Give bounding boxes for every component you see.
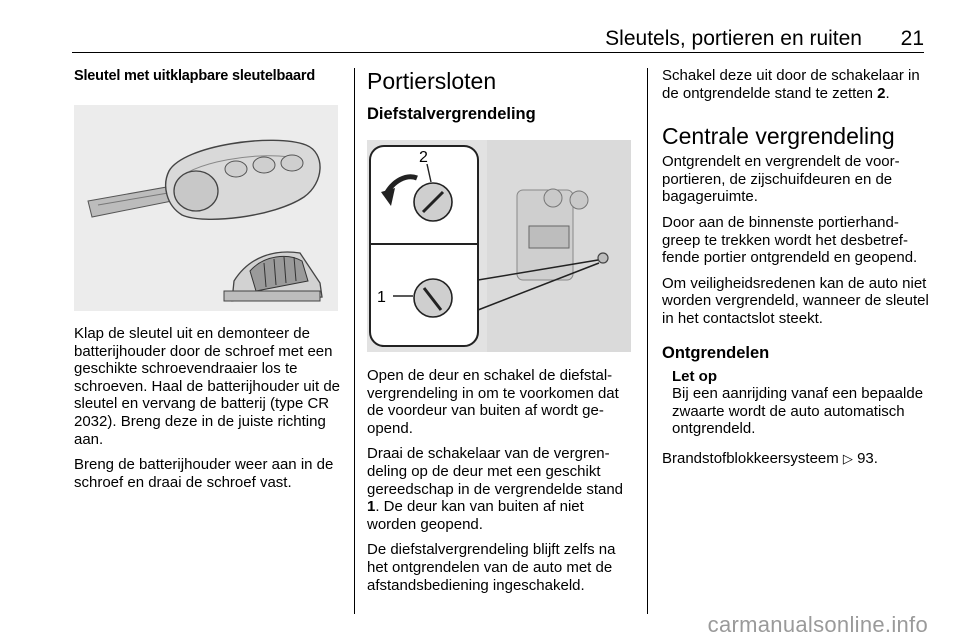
note-block xyxy=(662,368,930,438)
anti-theft-text-3: De diefstalvergrendeling blijft zelfs na het ontgrendelen van de auto met de afstandsbediening ingeschakeld. xyxy=(367,541,616,594)
watermark: carmanualsonline.info xyxy=(707,612,928,637)
section-heading-door-locks: Portiersloten xyxy=(367,68,497,94)
column-3 xyxy=(662,67,930,468)
column-2 xyxy=(367,67,635,594)
page-header xyxy=(72,26,924,53)
page-header-title: Sleutels, portieren en ruiten xyxy=(605,27,862,50)
callout-label-1: 1 xyxy=(377,289,386,306)
central-locking-text-1: Ontgrendelt en vergrendelt de voorportieren, de zijschuifdeuren en de bagageruimte. xyxy=(662,153,900,206)
key-illustration xyxy=(74,105,338,311)
door-lock-drawing xyxy=(367,140,631,352)
callout-label-2: 2 xyxy=(419,149,428,166)
anti-theft-text-1: Open de deur en schakel de diefstalvergrendeling in om te voorkomen dat de voordeur van buiten af wordt geopend. xyxy=(367,367,619,437)
battery-instruction-text: Klap de sleutel uit en demonteer de batterijhouder door de schroef met een geschikte schroevendraaier los te schroeven. Haal de batterijhouder uit de sleutel en vervang de batterij (type CR 2032). Breng deze in de juiste richting aan. xyxy=(74,325,341,448)
subheading-unlocking: Ontgrendelen xyxy=(662,343,770,362)
section-heading-central-locking: Centrale vergrendeling xyxy=(662,123,895,150)
unlock-switch-text: Schakel deze uit door de schakelaar in de ontgrendelde stand te zetten 2. xyxy=(662,67,920,102)
central-locking-text-3: Om veiligheidsredenen kan de auto niet worden vergrendeld, wanneer de sleutel in het contactslot steekt. xyxy=(662,274,929,327)
column-1 xyxy=(74,67,342,491)
position-number-2: 2 xyxy=(877,84,886,102)
folding-key-drawing xyxy=(74,105,338,311)
page-number: 21 xyxy=(900,27,924,50)
column-divider-1 xyxy=(354,68,355,614)
anti-theft-text-2: Draai de schakelaar van de vergrendeling op de deur met een geschikt gereedschap in de vergrendelde stand 1. De deur kan van buiten af niet worden geopend. xyxy=(367,445,624,533)
page-ref-arrow-icon: ▷ xyxy=(842,450,853,466)
battery-refit-text: Breng de batterijhouder weer aan in de schroef en draai de schroef vast. xyxy=(74,456,334,491)
subheading-anti-theft: Diefstalvergrendeling xyxy=(367,105,536,123)
central-locking-text-2: Door aan de binnenste portierhandgreep te trekken wordt het desbetreffende portier ontgrendeld en geopend. xyxy=(662,213,918,267)
column-divider-2 xyxy=(647,68,648,614)
door-lock-illustration xyxy=(367,140,631,352)
position-number-1: 1 xyxy=(367,498,376,516)
cross-reference: Brandstofblokkeersysteem ▷ 93. xyxy=(662,449,878,467)
note-text: Bij een aanrijding vanaf een bepaalde zwaarte wordt de auto automatisch ontgrendeld. xyxy=(672,385,924,438)
note-label: Let op xyxy=(672,367,717,385)
section-heading-key: Sleutel met uitklapbare sleutelbaard xyxy=(74,68,315,84)
